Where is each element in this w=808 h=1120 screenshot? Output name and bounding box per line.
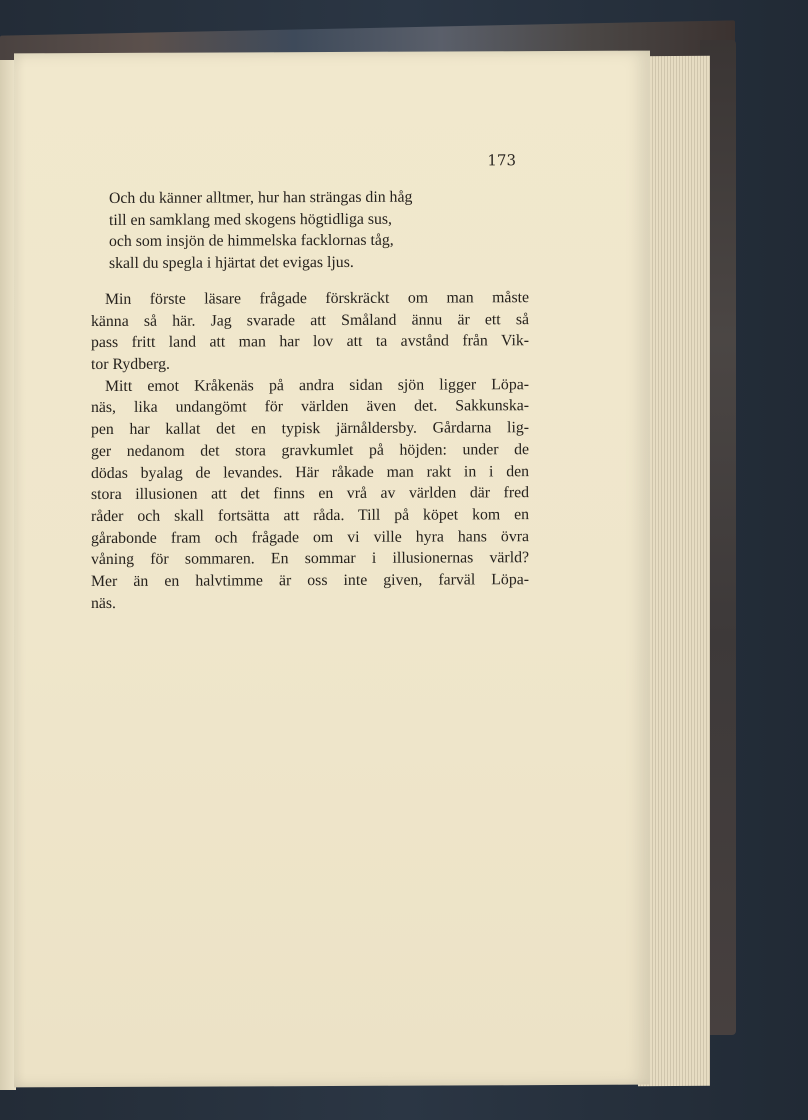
poem-stanza	[109, 186, 529, 274]
poem-line: skall du spegla i hjärtat det evigas ljus.	[109, 253, 354, 272]
paragraph-line: stora illusionen att det finns en vrå av världen där fred	[91, 484, 529, 504]
paragraph-line: Mer än en halvtimme är oss inte given, farväl Löpa-	[91, 571, 529, 590]
paragraph-line: känna så här. Jag svarade att Småland ännu är ett så	[91, 310, 529, 330]
book-page	[14, 51, 650, 1088]
paragraph-line: ger nedanom det stora gravkumlet på höjden: under de	[91, 440, 529, 460]
paragraph	[91, 374, 529, 614]
paragraph-line: Mitt emot Kråkenäs på andra sidan sjön ligger Löpa-	[105, 375, 529, 395]
paragraph-line: pass fritt land att man har lov att ta avstånd från Vik-	[91, 332, 529, 352]
paragraph-line: näs.	[91, 594, 117, 612]
paragraph-line: våning för sommaren. En sommar i illusionernas värld?	[91, 549, 529, 569]
poem-line: och som insjön de himmelska facklornas tåg,	[109, 231, 394, 251]
poem-line: till en samklang med skogens högtidliga sus,	[109, 210, 393, 229]
paragraph-line: tor Rydberg.	[91, 355, 170, 374]
paragraph-line: pen har kallat det en typisk järnåldersby. Gårdarna lig-	[91, 419, 529, 439]
paragraph-line: Min förste läsare frågade förskräckt om man måste	[105, 289, 529, 308]
paragraph	[91, 287, 529, 376]
paragraph-line: näs, lika undangömt för världen även det. Sakkunska-	[91, 397, 529, 417]
poem-line: Och du känner alltmer, hur han strängas din håg	[109, 188, 413, 207]
page-number: 173	[487, 151, 516, 170]
paragraph-line: gårabonde fram och frågade om vi ville hyra hans övra	[91, 527, 529, 547]
paragraph-line: råder och skall fortsätta att råda. Till på köpet kom en	[91, 506, 529, 525]
prose-body	[91, 287, 529, 614]
paragraph-line: dödas byalag de levandes. Här råkade man rakt in i den	[91, 462, 529, 482]
